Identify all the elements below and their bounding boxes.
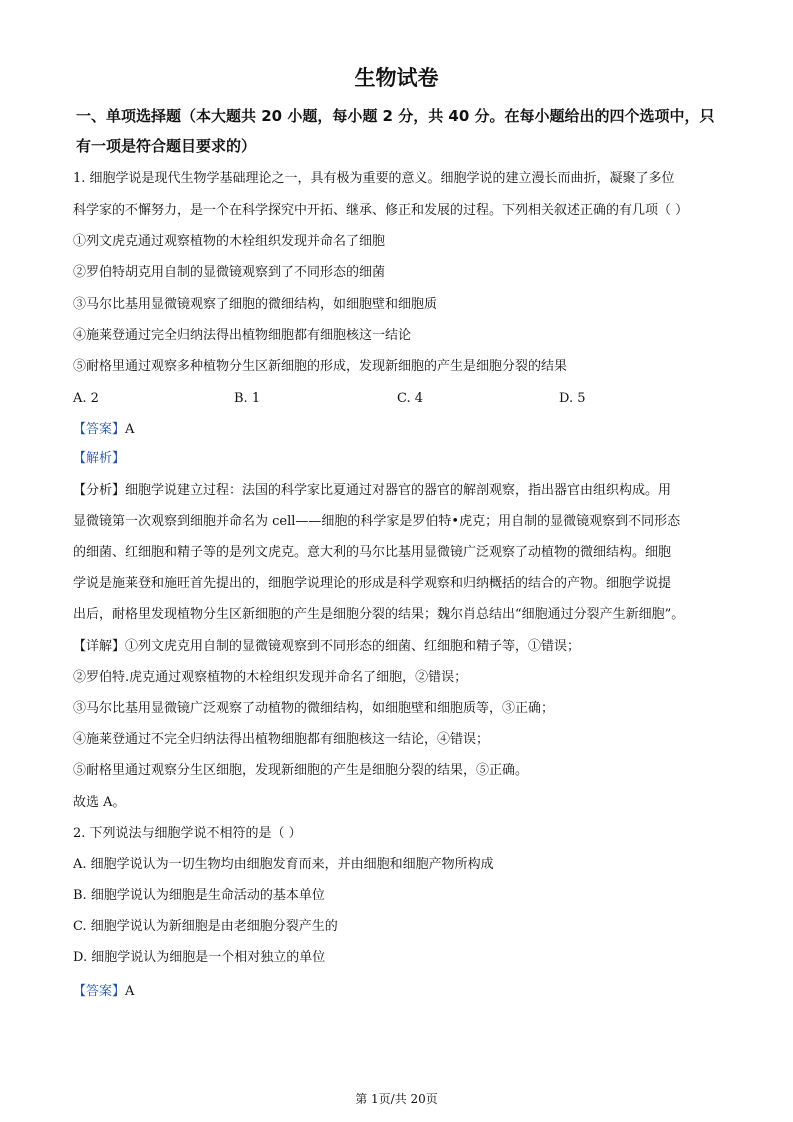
q1-fenxi-line-5: 出后，耐格里发现植物分生区新细胞的产生是细胞分裂的结果；魏尔肖总结出“细胞通过分裂产生新细胞”。	[73, 607, 685, 622]
q1-xiangjie-line-1	[73, 638, 733, 656]
fenxi-tag: 【分析】	[73, 483, 126, 498]
q1-answer	[73, 421, 733, 439]
analysis-tag: 【解析】	[73, 451, 126, 466]
q1-item-1: ①列文虎克通过观察植物的木栓组织发现并命名了细胞	[73, 234, 386, 249]
page-number: 第 1页/共 20页	[355, 1092, 438, 1106]
q1-option-a: A. 2	[73, 391, 99, 406]
answer-tag: 【答案】	[73, 422, 126, 437]
q1-item-3: ③马尔比基用显微镜观察了细胞的微细结构，如细胞壁和细胞质	[73, 297, 438, 312]
answer-value: A	[125, 984, 135, 999]
xiangjie-text: ①列文虎克用自制的显微镜观察到不同形态的细菌、红细胞和精子等，①错误；	[125, 639, 581, 654]
q2-option-a: A. 细胞学说认为一切生物均由细胞发育而来，并由细胞和细胞产物所构成	[73, 857, 494, 872]
q1-fenxi-line-4: 学说是施莱登和施旺首先提出的，细胞学说理论的形成是科学观察和归纳概括的结合的产物。细胞学说提	[73, 576, 672, 591]
q2-option-c: C. 细胞学说认为新细胞是由老细胞分裂产生的	[73, 919, 338, 934]
answer-value: A	[125, 422, 135, 437]
q1-xiangjie-line-4: ④施莱登通过不完全归纳法得出植物细胞都有细胞核这一结论，④错误；	[73, 732, 490, 747]
q1-option-d: D. 5	[559, 391, 586, 406]
q1-fenxi-line-2: 显微镜第一次观察到细胞并命名为 cell——细胞的科学家是罗伯特•虎克；用自制的显微镜观察到不同形态	[73, 514, 681, 529]
q1-conclusion: 故选 A。	[73, 795, 126, 810]
section-heading-line-1: 一、单项选择题（本大题共 20 小题，每小题 2 分，共 40 分。在每小题给出的四个选项中，只	[76, 107, 715, 125]
xiangjie-tag: 【详解】	[73, 639, 126, 654]
q1-item-5: ⑤耐格里通过观察多种植物分生区新细胞的形成，发现新细胞的产生是细胞分裂的结果	[73, 359, 568, 374]
q1-fenxi-line-1	[73, 482, 733, 500]
q1-item-4: ④施莱登通过完全归纳法得出植物细胞都有细胞核这一结论	[73, 328, 412, 343]
section-heading-line-2: 有一项是符合题目要求的）	[76, 137, 257, 155]
answer-tag: 【答案】	[73, 984, 126, 999]
q1-analysis-heading	[73, 450, 733, 468]
fenxi-text: 细胞学说建立过程：法国的科学家比夏通过对器官的器官的解剖观察，指出器官由组织构成。用	[125, 483, 672, 498]
q1-xiangjie-line-5: ⑤耐格里通过观察分生区细胞，发现新细胞的产生是细胞分裂的结果，⑤正确。	[73, 763, 529, 778]
q2-answer	[73, 983, 733, 1001]
q1-option-c: C. 4	[397, 391, 424, 406]
q2-option-b: B. 细胞学说认为细胞是生命活动的基本单位	[73, 888, 325, 903]
q1-xiangjie-line-2: ②罗伯特.虎克通过观察植物的木栓组织发现并命名了细胞，②错误；	[73, 670, 468, 685]
q2-option-d: D. 细胞学说认为细胞是一个相对独立的单位	[73, 950, 326, 965]
page-title: 生物试卷	[354, 66, 439, 90]
q2-stem: 2. 下列说法与细胞学说不相符的是（ ）	[73, 826, 302, 841]
q1-fenxi-line-3: 的细菌、红细胞和精子等的是列文虎克。意大利的马尔比基用显微镜广泛观察了动植物的微细结构。细胞	[73, 545, 672, 560]
q1-option-b: B. 1	[234, 391, 261, 406]
q1-item-2: ②罗伯特胡克用自制的显微镜观察到了不同形态的细菌	[73, 265, 386, 280]
q1-xiangjie-line-3: ③马尔比基用显微镜广泛观察了动植物的微细结构，如细胞壁和细胞质等，③正确；	[73, 701, 555, 716]
q1-stem-line-1: 1. 细胞学说是现代生物学基础理论之一，具有极为重要的意义。细胞学说的建立漫长而曲折，凝聚了多位	[73, 171, 675, 186]
q1-stem-line-2: 科学家的不懈努力，是一个在科学探究中开拓、继承、修正和发展的过程。下列相关叙述正确的有几项（ ）	[73, 203, 689, 218]
